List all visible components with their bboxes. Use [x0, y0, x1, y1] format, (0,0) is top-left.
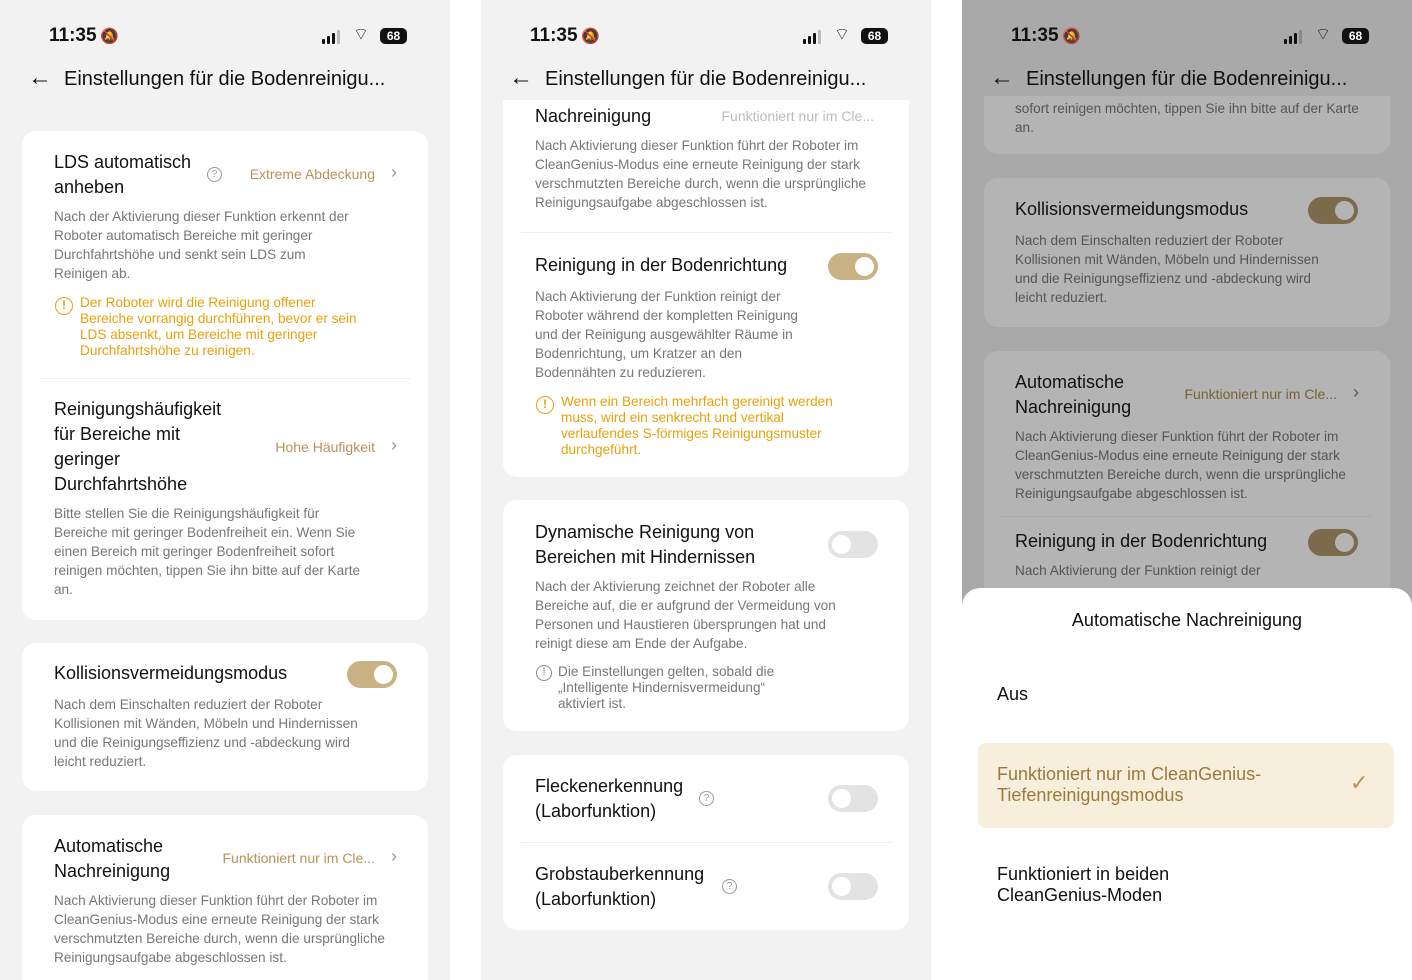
- setting-value: Hohe Häufigkeit: [275, 439, 375, 455]
- note-text: Die Einstellungen gelten, sobald die „Intelligente Hindernisvermeidung“ aktiviert ist.: [558, 664, 775, 711]
- back-arrow-icon[interactable]: ←: [509, 64, 533, 91]
- floor-direction-toggle[interactable]: [828, 253, 878, 280]
- divider: [521, 232, 891, 233]
- status-time: 11:35: [530, 25, 578, 46]
- setting-title: Kollisionsvermeidungsmodus: [54, 663, 288, 683]
- status-time: 11:35: [49, 25, 97, 46]
- bell-muted-icon: 🔕: [100, 28, 119, 45]
- help-icon[interactable]: ?: [722, 879, 737, 894]
- wifi-icon: ⌔: [353, 25, 369, 44]
- page-title: Einstellungen für die Bodenreinigu...: [1026, 68, 1348, 90]
- settings-card: [503, 500, 909, 731]
- help-icon[interactable]: ?: [207, 167, 222, 182]
- wifi-icon: ⌔: [1315, 25, 1331, 44]
- chevron-right-icon: ›: [391, 435, 397, 455]
- dust-detection-toggle[interactable]: [828, 873, 878, 900]
- option-off[interactable]: Aus: [997, 684, 1029, 704]
- chevron-right-icon: ›: [391, 846, 397, 866]
- setting-title: Grobstauberkennung (Laborfunktion): [535, 864, 705, 909]
- page-title: Einstellungen für die Bodenreinigu...: [545, 68, 867, 90]
- settings-card: [503, 755, 909, 930]
- divider: [521, 842, 891, 843]
- status-time: 11:35: [1011, 25, 1059, 46]
- setting-value: Funktioniert nur im Cle...: [1184, 386, 1337, 402]
- divider: [40, 378, 410, 379]
- setting-description: Nach Aktivierung dieser Funktion führt der Roboter im CleanGenius-Modus eine erneute Reinigung der stark verschmutzten Bereiche durch, wenn die ursprüngliche Reinigungsaufgabe abgeschlossen ist.: [54, 893, 385, 965]
- setting-description: Nach dem Einschalten reduziert der Roboter Kollisionen mit Wänden, Möbeln und Hindernissen und die Reinigungseffizienz und -abdeckung wird leicht reduziert.: [54, 697, 358, 769]
- help-icon[interactable]: ?: [699, 791, 714, 806]
- setting-title: Reinigung in der Bodenrichtung: [1015, 531, 1268, 551]
- wifi-icon: ⌔: [834, 25, 850, 44]
- setting-value: Funktioniert nur im Cle...: [721, 108, 874, 124]
- settings-card: [984, 96, 1390, 154]
- settings-card: [22, 643, 428, 791]
- settings-card: [22, 815, 428, 980]
- setting-title: Kollisionsvermeidungsmodus: [1015, 199, 1249, 219]
- sheet-title: Automatische Nachreinigung: [1071, 610, 1303, 630]
- setting-title: Reinigungshäufigkeit für Bereiche mit geringer Durchfahrtshöhe: [54, 399, 222, 494]
- signal-icon: [322, 30, 340, 44]
- setting-description: Bitte stellen Sie die Reinigungshäufigkeit für Bereiche mit geringer Bodenfreiheit ein. Wenn Sie einen Bereich mit geringer Bodenfreiheit sofort reinigen möchten, tippen Sie ihn bitte auf der Karte an.: [54, 506, 361, 597]
- setting-title: Reinigung in der Bodenrichtung: [535, 255, 788, 275]
- chevron-right-icon: ›: [391, 162, 397, 182]
- battery-icon: 68: [1342, 28, 1369, 44]
- setting-title: LDS automatisch anheben: [54, 152, 192, 197]
- setting-title: Fleckenerkennung (Laborfunktion): [535, 776, 684, 821]
- back-arrow-icon[interactable]: ←: [28, 64, 52, 91]
- setting-description: sofort reinigen möchten, tippen Sie ihn bitte auf der Karte an.: [1015, 101, 1359, 135]
- screen-2: [481, 0, 931, 980]
- setting-description: Nach der Aktivierung dieser Funktion erkennt der Roboter automatisch Bereiche mit geringer Durchfahrtshöhe und senkt sein LDS zum Reinigen ab.: [54, 209, 349, 281]
- warning-icon: !: [55, 297, 73, 315]
- bell-muted-icon: 🔕: [1062, 28, 1081, 45]
- setting-description: Nach dem Einschalten reduziert der Roboter Kollisionen mit Wänden, Möbeln und Hindernissen und die Reinigungseffizienz und -abdeckung wird leicht reduziert.: [1015, 233, 1319, 305]
- settings-card: [503, 100, 909, 477]
- setting-title: Dynamische Reinigung von Bereichen mit Hindernissen: [535, 522, 756, 567]
- stain-detection-toggle[interactable]: [828, 785, 878, 812]
- option-sheet: [962, 588, 1412, 980]
- signal-icon: [803, 30, 821, 44]
- setting-title: Automatische Nachreinigung: [54, 836, 171, 881]
- setting-description: Nach der Aktivierung zeichnet der Roboter alle Bereiche auf, die er aufgrund der Vermeidung von Personen und Haustieren übersprungen hat und reinigt diese am Ende der Aufgabe.: [535, 579, 836, 651]
- setting-title: Nachreinigung: [535, 106, 652, 126]
- page-title: Einstellungen für die Bodenreinigu...: [64, 68, 386, 90]
- setting-description: Nach Aktivierung der Funktion reinigt der: [1015, 563, 1261, 578]
- setting-description: Nach Aktivierung dieser Funktion führt der Roboter im CleanGenius-Modus eine erneute Reinigung der stark verschmutzten Bereiche durch, wenn die ursprüngliche Reinigungsaufgabe abgeschlossen ist.: [535, 138, 866, 210]
- checkmark-icon: ✓: [1350, 770, 1369, 795]
- back-arrow-icon[interactable]: ←: [990, 64, 1014, 91]
- warning-icon: !: [536, 396, 554, 414]
- setting-title: Automatische Nachreinigung: [1015, 372, 1132, 417]
- chevron-right-icon: ›: [1353, 382, 1359, 402]
- collision-toggle[interactable]: [1308, 197, 1358, 224]
- battery-icon: 68: [861, 28, 888, 44]
- screen-1: [0, 0, 450, 980]
- setting-value: Extreme Abdeckung: [249, 166, 375, 182]
- divider: [1002, 516, 1372, 517]
- settings-card: [984, 178, 1390, 327]
- setting-description: Nach Aktivierung dieser Funktion führt der Roboter im CleanGenius-Modus eine erneute Reinigung der stark verschmutzten Bereiche durch, wenn die ursprüngliche Reinigungsaufgabe abgeschlossen ist.: [1015, 429, 1346, 501]
- dynamic-cleaning-toggle[interactable]: [828, 531, 878, 558]
- floor-direction-toggle[interactable]: [1308, 529, 1358, 556]
- option-deep-only[interactable]: Funktioniert nur im CleanGenius-Tiefenreinigungsmodus: [997, 764, 1262, 805]
- collision-toggle[interactable]: [347, 661, 397, 688]
- option-both-modes[interactable]: Funktioniert in beiden CleanGenius-Moden: [997, 864, 1170, 905]
- warning-text: Wenn ein Bereich mehrfach gereinigt werden muss, wird ein senkrecht und vertikal verlaufendes S-förmiges Reinigungsmuster durchgeführt.: [561, 394, 833, 457]
- setting-description: Nach Aktivierung der Funktion reinigt der Roboter während der kompletten Reinigung und der Reinigung ausgewählter Räume in Bodenrichtung, um Kratzer an den Bodennähten zu reduzieren.: [535, 289, 798, 380]
- screen-3: [962, 0, 1412, 980]
- warning-text: Der Roboter wird die Reinigung offener Bereiche vorrangig durchführen, bevor er sein LDS absenkt, um Bereiche mit geringer Durchfahrtshöhe zu reinigen.: [80, 295, 357, 358]
- bell-muted-icon: 🔕: [581, 28, 600, 45]
- info-icon: !: [536, 665, 552, 681]
- setting-value: Funktioniert nur im Cle...: [222, 850, 375, 866]
- settings-card: [22, 131, 428, 620]
- battery-icon: 68: [380, 28, 407, 44]
- signal-icon: [1284, 30, 1302, 44]
